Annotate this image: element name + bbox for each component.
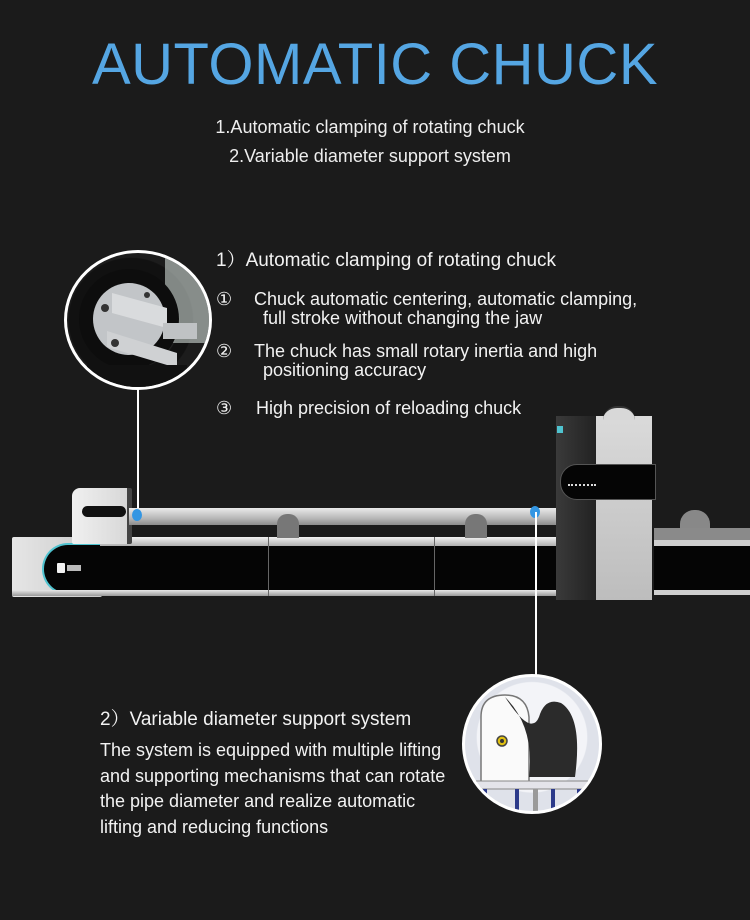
brand-logo-text-icon: [67, 565, 81, 571]
cutting-head-tower-silver: [596, 416, 652, 600]
circled-number-1: ①: [216, 289, 233, 309]
section2-heading: 2）Variable diameter support system: [100, 709, 412, 730]
chuck-jaws-illustration: [67, 253, 209, 387]
support-roller-closeup-image: [462, 674, 602, 814]
pipe-support-bracket: [277, 514, 299, 538]
rear-chuck-display: [82, 506, 126, 517]
tower-control-panel: [560, 464, 656, 500]
section1-heading: 1）Automatic clamping of rotating chuck: [216, 250, 557, 271]
feature-item-1-line1: Chuck automatic centering, automatic clamping,: [254, 289, 638, 309]
subtitle-line-2: 2.Variable diameter support system: [229, 146, 511, 166]
pipe-workpiece: [129, 508, 559, 525]
subtitle-line-1: 1.Automatic clamping of rotating chuck: [215, 117, 525, 137]
section2-description: The system is equipped with multiple lifting and supporting mechanisms that can rotate the pipe diameter and realize automatic lifting and reducing functions: [100, 740, 446, 837]
machine-bed: [100, 546, 556, 590]
chuck-closeup-image: [64, 250, 212, 390]
tower-logo-icon: [557, 426, 563, 433]
bed-divider: [434, 537, 435, 596]
page-title: AUTOMATIC CHUCK: [91, 32, 659, 97]
pipe-support-bracket: [465, 514, 487, 538]
pipe-support-bracket: [680, 510, 710, 528]
right-bed-extension: [654, 528, 750, 540]
tower-indicator-lights: [568, 484, 596, 488]
feature-item-3-line1: High precision of reloading chuck: [256, 398, 522, 418]
right-bed-bottom: [654, 590, 750, 595]
bed-divider: [268, 537, 269, 596]
tube-laser-machine-image: [0, 410, 750, 610]
callout-line-support: [535, 512, 537, 676]
brand-logo-icon: [57, 563, 65, 573]
circled-number-3: ③: [216, 398, 233, 418]
feature-item-2-line1: The chuck has small rotary inertia and high: [254, 341, 598, 361]
cutting-head-tower-dark: [556, 416, 596, 600]
circled-number-2: ②: [216, 341, 233, 361]
bed-top-strip: [100, 537, 556, 546]
callout-dot-chuck: [132, 509, 142, 521]
feature-item-1-line2: full stroke without changing the jaw: [263, 308, 543, 328]
feature-item-2-line2: positioning accuracy: [263, 360, 427, 380]
bed-bottom-strip: [12, 590, 556, 596]
right-bed: [654, 546, 750, 590]
support-roller-illustration: [465, 677, 599, 811]
